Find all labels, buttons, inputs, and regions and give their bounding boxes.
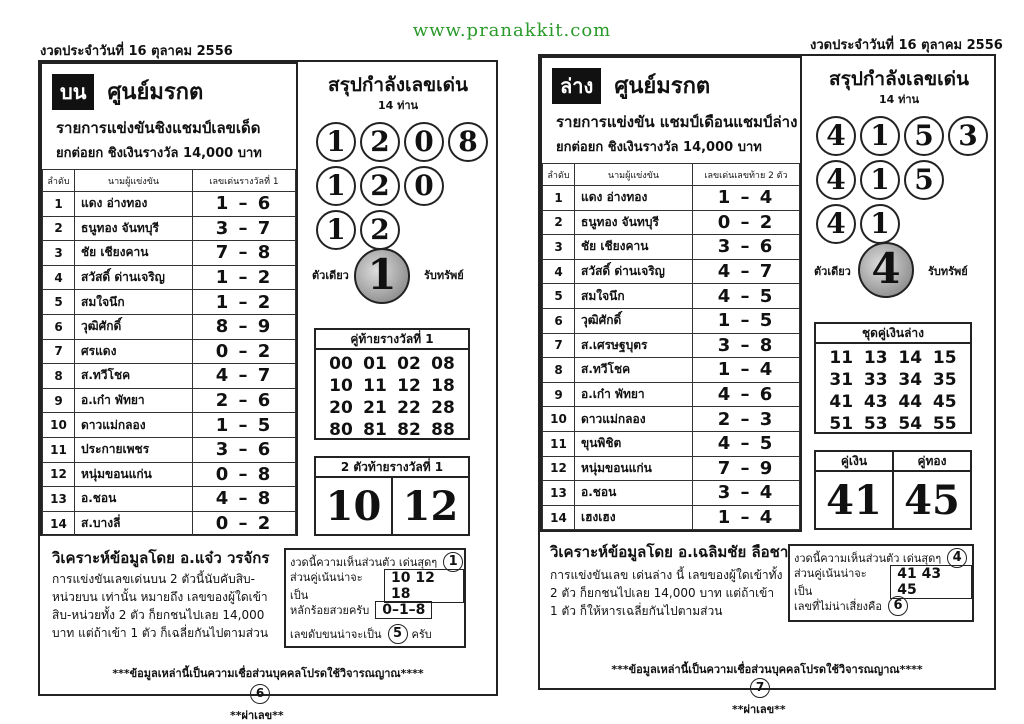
row-numbers: 4 – 7 [193,364,296,389]
row-rank: 14 [43,511,75,536]
pick-value: 1 [443,552,463,572]
col-header-rank: ลำดับ [543,164,575,186]
row-numbers: 4 – 6 [693,382,800,407]
table-row [543,505,800,530]
pick-value: 0–1–8 [375,601,432,619]
row-contestant: ดาวแม่กลอง [75,413,193,438]
table-row [43,314,296,339]
table-row [43,388,296,413]
row-contestant: ส.ทวีโชค [75,364,193,389]
row-contestant: ชัย เชียงคาน [575,235,693,260]
table-row [543,481,800,506]
single-label: ตัวเดียว [312,269,349,282]
row-rank: 6 [43,314,75,339]
pair-number: 33 [863,370,888,390]
row-rank: 3 [543,235,575,260]
row-numbers: 3 – 8 [693,333,800,358]
digit-ball: 2 [360,210,400,250]
row-rank: 13 [543,481,575,506]
row-contestant: อ.เก๋า พัทยา [75,388,193,413]
table-row [543,235,800,260]
pair-number: 20 [329,398,353,418]
row-numbers: 3 – 6 [693,235,800,260]
pair-number: 11 [829,348,854,368]
rules-paragraph: การแข่งขันเลข เด่นล่าง นี้ เลขของผู้ใดเข้าทั้ง 2 ตัว ก็ยกชนไปเลย 14,000 บาท แต่ถ้าเข้า 1 ตัว ก็ให้หารเฉลี่ยกันไปตามส่วน [550,568,783,618]
row-contestant: ส.บางลี่ [75,511,193,536]
row-rank: 10 [43,413,75,438]
table-row [43,364,296,389]
digit-ball: 1 [860,204,900,244]
summary-subtitle: 14 ท่าน [377,99,419,112]
pick-suffix: ครับ [411,628,432,641]
pair-number: 35 [932,370,957,390]
pick-label: เลขที่ไม่น่าเสี่ยงคือ [794,600,883,613]
row-numbers: 1 – 2 [193,290,296,315]
pair-number: 14 [898,348,923,368]
pair-number: 18 [431,376,455,396]
digit-ball: 5 [904,160,944,200]
pair-number: 10 [329,376,353,396]
table-row [43,511,296,536]
row-rank: 7 [43,339,75,364]
fortune-label: รับทรัพย์ [928,265,968,278]
pick-label: ส่วนคู่เน้นน่าจะเป็น [290,571,363,602]
table-row [43,192,296,217]
col-header-rank: ลำดับ [43,170,75,192]
digit-ball: 1 [316,210,356,250]
summary-subtitle: 14 ท่าน [878,93,920,106]
row-numbers: 4 – 5 [693,431,800,456]
pair-grid-title: ชุดคู่เงินล่าง [816,324,970,344]
row-rank: 8 [43,364,75,389]
row-numbers: 7 – 8 [193,241,296,266]
ranking-table [542,163,800,530]
ranking-table [42,169,296,536]
row-rank: 10 [543,407,575,432]
col-header-number: เลขเด่นเลขท้าย 2 ตัว [693,164,800,186]
pick-label: งวดนี้ความเห็นส่วนตัว เด่นสุดๆ [794,552,942,565]
two-digit-box [314,476,470,536]
table-row [543,333,800,358]
table-row [543,431,800,456]
disclaimer: ***ข้อมูลเหล่านี้เป็นความเชื่อส่วนบุคคลโปรดใช้วิจารณญาณ**** [611,663,923,676]
digit-ball: 4 [816,116,856,156]
table-row [543,284,800,309]
table-row [543,186,800,211]
page-number: 6 [250,684,270,704]
pair-number: 55 [932,414,957,434]
digit-ball: 2 [360,166,400,206]
row-numbers: 4 – 8 [193,487,296,512]
row-contestant: อ.เก๋า พัทยา [575,382,693,407]
digit-ball: 8 [448,122,488,162]
pair-number: 81 [363,420,387,440]
pair-number: 28 [431,398,455,418]
table-row [543,456,800,481]
analyst-picks-box [788,544,974,622]
row-contestant: วุฒิศักดิ์ [75,314,193,339]
headline: รายการแข่งขันชิงแชมป์เลขเด็ด [56,119,261,137]
row-numbers: 8 – 9 [193,314,296,339]
row-rank: 1 [543,186,575,211]
row-numbers: 2 – 6 [193,388,296,413]
row-contestant: ส.ทวีโชค [575,358,693,383]
row-numbers: 1 – 4 [693,505,800,530]
row-numbers: 1 – 6 [193,192,296,217]
row-numbers: 1 – 4 [693,186,800,211]
digit-ball: 3 [948,116,988,156]
pair-number: 88 [431,420,455,440]
row-rank: 12 [543,456,575,481]
col-header-name: นามผู้แข่งขัน [75,170,193,192]
disclaimer: ***ข้อมูลเหล่านี้เป็นความเชื่อส่วนบุคคลโปรดใช้วิจารณญาณ**** [112,667,424,680]
row-contestant: วุฒิศักดิ์ [575,308,693,333]
single-digit-ball: 4 [858,242,914,298]
table-row [43,241,296,266]
pair-number: 11 [363,376,387,396]
two-digit-pair-2: 45 [892,472,970,530]
two-digit-pair-2: 12 [391,478,468,534]
pair-grid-box [314,328,470,440]
digit-ball: 1 [316,166,356,206]
pick-row [790,566,972,598]
digit-ball: 0 [404,122,444,162]
pair-number: 54 [898,414,923,434]
row-numbers: 1 – 5 [693,308,800,333]
row-rank: 3 [43,241,75,266]
pair-number: 01 [363,354,387,374]
fortune-label: รับทรัพย์ [424,269,464,282]
row-numbers: 7 – 9 [693,456,800,481]
site-watermark[interactable]: www.pranakkit.com [412,20,612,41]
digit-ball: 1 [860,160,900,200]
row-contestant: สวัสดิ์ ด่านเจริญ [575,259,693,284]
pair-number: 34 [898,370,923,390]
row-numbers: 0 – 2 [193,339,296,364]
row-contestant: ประกายเพชร [75,437,193,462]
row-contestant: อ.ชอน [75,487,193,512]
digit-ball: 2 [360,122,400,162]
page-number: 7 [750,678,770,698]
row-contestant: เฮงเฮง [575,505,693,530]
row-rank: 5 [543,284,575,309]
row-contestant: สมใจนึก [75,290,193,315]
row-numbers: 1 – 4 [693,358,800,383]
row-rank: 5 [43,290,75,315]
pick-label: หลักร้อยสวยครับ [290,604,370,617]
digit-ball: 4 [816,160,856,200]
row-rank: 11 [43,437,75,462]
brand-title: ศูนย์มรกต [614,74,711,99]
analyst-credit: วิเคราะห์ข้อมูลโดย อ.แจ๋ว วรจักร [52,549,270,567]
subline: ยกต่อยก ชิงเงินรางวัล 14,000 บาท [56,146,262,161]
table-row [543,407,800,432]
two-digit-pair-1: 41 [826,477,882,524]
two-digit-title: 2 ตัวท้ายรางวัลที่ 1 [314,456,470,478]
two-digit-box [814,450,972,530]
row-numbers: 4 – 7 [693,259,800,284]
row-numbers: 0 – 8 [193,462,296,487]
footer-title: **ผ่าเลข** [230,709,284,722]
row-rank: 11 [543,431,575,456]
single-label: ตัวเดียว [814,265,851,278]
pair-number: 21 [363,398,387,418]
row-numbers: 3 – 4 [693,481,800,506]
row-contestant: ธนูทอง จันทบุรี [575,210,693,235]
row-contestant: สมใจนึก [575,284,693,309]
table-row [43,339,296,364]
ranking-rows [543,186,800,530]
digit-ball: 4 [816,204,856,244]
col-header-number: เลขเด่นรางวัลที่ 1 [193,170,296,192]
table-row [43,462,296,487]
pair-number: 41 [829,392,854,412]
row-rank: 8 [543,358,575,383]
analyst-picks-box [284,548,466,648]
col-header-name: นามผู้แข่งขัน [575,164,693,186]
row-numbers: 1 – 5 [193,413,296,438]
digit-ball: 1 [860,116,900,156]
pick-value: 10 12 18 [384,569,464,603]
pair-number: 12 [397,376,421,396]
pick-row [286,570,464,602]
row-contestant: ขุนพิชิต [575,431,693,456]
page-right [512,0,1024,724]
row-contestant: ส.เศรษฐบุตร [575,333,693,358]
ranking-rows [43,192,296,536]
row-numbers: 3 – 6 [193,437,296,462]
row-rank: 9 [543,382,575,407]
row-contestant: แดง อ่างทอง [75,192,193,217]
row-contestant: หนุ่มขอนแก่น [75,462,193,487]
pick-row [286,622,464,646]
row-contestant: ธนูทอง จันทบุรี [75,216,193,241]
pair-grid-title: คู่ท้ายรางวัลที่ 1 [316,330,468,350]
row-rank: 4 [43,265,75,290]
pair-number: 43 [863,392,888,412]
analyst-credit: วิเคราะห์ข้อมูลโดย อ.เฉลิมชัย ลือชา [550,543,789,561]
row-contestant: ศรแดง [75,339,193,364]
digit-ball: 0 [404,166,444,206]
table-row [43,290,296,315]
pair-head-gold: คู่ทอง [892,452,970,470]
pair-number: 31 [829,370,854,390]
pair-number: 22 [397,398,421,418]
row-rank: 12 [43,462,75,487]
draw-date: งวดประจำวันที่ 16 ตุลาคม 2556 [810,38,1003,53]
row-numbers: 3 – 7 [193,216,296,241]
row-contestant: สวัสดิ์ ด่านเจริญ [75,265,193,290]
pair-number: 51 [829,414,854,434]
draw-date: งวดประจำวันที่ 16 ตุลาคม 2556 [40,44,233,59]
row-contestant: ชัย เชียงคาน [75,241,193,266]
row-numbers: 1 – 2 [193,265,296,290]
table-row [543,358,800,383]
ranking-panel [540,56,802,532]
row-contestant: ดาวแม่กลอง [575,407,693,432]
row-rank: 14 [543,505,575,530]
row-contestant: แดง อ่างทอง [575,186,693,211]
table-row [43,265,296,290]
footer-title: **ผ่าเลข** [732,703,786,716]
pick-value: 41 43 45 [890,565,972,599]
tag-badge: ล่าง [552,68,601,104]
row-rank: 6 [543,308,575,333]
pair-number: 82 [397,420,421,440]
pair-number: 80 [329,420,353,440]
summary-title: สรุปกำลังเลขเด่น [328,74,468,96]
pick-label: ส่วนคู่เน้นน่าจะเป็น [794,567,867,598]
pick-label: งวดนี้ความเห็นส่วนตัว เด่นสุดๆ [290,556,438,569]
pair-grid-box [814,322,972,434]
pair-number: 00 [329,354,353,374]
row-rank: 1 [43,192,75,217]
ranking-panel [40,62,298,536]
row-contestant: หนุ่มขอนแก่น [575,456,693,481]
row-rank: 2 [543,210,575,235]
pair-number: 45 [932,392,957,412]
row-rank: 9 [43,388,75,413]
row-numbers: 2 – 3 [693,407,800,432]
pair-number: 44 [898,392,923,412]
pair-grid [316,350,468,444]
headline: รายการแข่งขัน แชมป์เดือนแชมป์ล่าง [556,113,798,131]
table-row [543,259,800,284]
pair-number: 15 [932,348,957,368]
pair-head-money: คู่เงิน [840,454,868,468]
pair-number: 53 [863,414,888,434]
row-numbers: 0 – 2 [193,511,296,536]
row-contestant: อ.ชอน [575,481,693,506]
row-numbers: 0 – 2 [693,210,800,235]
row-rank: 2 [43,216,75,241]
table-row [43,216,296,241]
table-row [43,437,296,462]
row-rank: 7 [543,333,575,358]
subline: ยกต่อยก ชิงเงินรางวัล 14,000 บาท [556,140,762,155]
table-row [43,413,296,438]
table-row [543,382,800,407]
table-row [43,487,296,512]
rules-paragraph: การแข่งขันเลขเด่นบน 2 ตัวนี้นับคับสิบ-หน่วยบน เท่านั้น หมายถึง เลขของผู้ใดเข้าสิบ-หน่วยทั้ง 2 ตัว ก็ยกชนไปเลย 14,000 บาท แต่ถ้าเข้า 1 ตัว ก็เฉลี่ยกันไปตามส่วน [52,572,269,640]
tag-badge: บน [52,74,94,110]
pair-number: 08 [431,354,455,374]
pair-number: 13 [863,348,888,368]
pair-number: 02 [397,354,421,374]
summary-title: สรุปกำลังเลขเด่น [829,68,969,90]
table-row [543,308,800,333]
pick-label: เลขดับขนน่าจะเป็น [290,628,382,641]
digit-ball: 5 [904,116,944,156]
table-row [543,210,800,235]
brand-title: ศูนย์มรกต [107,80,204,105]
pick-value: 4 [947,548,967,568]
row-rank: 4 [543,259,575,284]
two-digit-pair-1: 10 [325,483,382,530]
pick-value: 5 [388,624,408,644]
pick-value: 6 [888,596,908,616]
single-digit-ball: 1 [354,248,410,304]
pair-grid [816,344,970,438]
row-numbers: 4 – 5 [693,284,800,309]
digit-ball: 1 [316,122,356,162]
row-rank: 13 [43,487,75,512]
